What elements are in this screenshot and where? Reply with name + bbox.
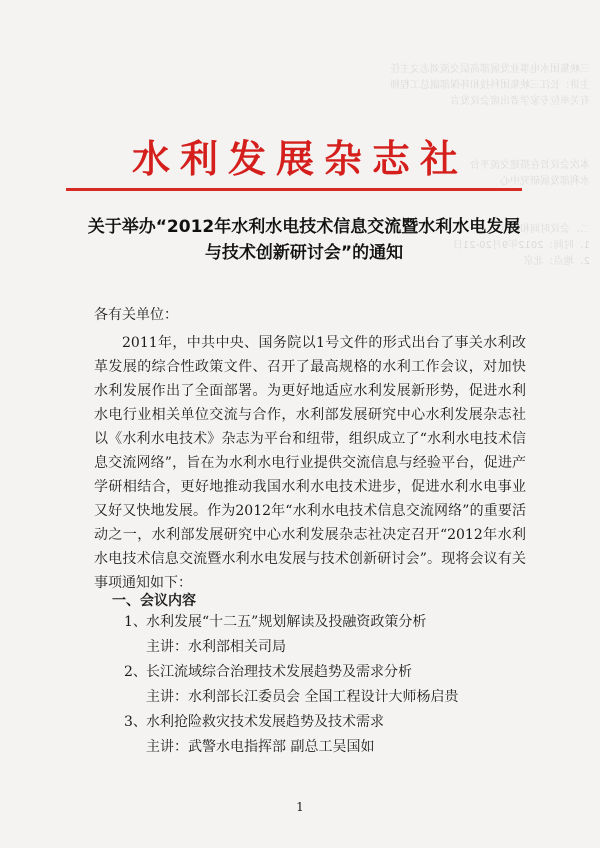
agenda-item [124,660,544,710]
agenda-number: 3、 [124,714,147,730]
agenda-number: 1、 [124,614,147,630]
agenda-topic [124,660,544,685]
notice-body [94,331,526,595]
agenda-topic-text: 长江流域综合治理技术发展趋势及需求分析 [146,664,412,680]
notice-title: 关于举办“2012年水利水电技术信息交流暨水利水电发展与技术创新研讨会”的通知 [87,217,521,263]
bleed-through-line: 水利部发展研究中心 [500,176,590,187]
agenda-item [124,610,544,660]
agenda-list [124,610,544,760]
body-paragraph: 2011年，中共中央、国务院以1号文件的形式出台了事关水利改革发展的综合性政策文件、召开了最高规格的水利工作会议，对加快水利发展作出了全面部署。为更好地适应水利发展新形势，促进水利水电行业相关单位交流与合作，水利部发展研究中心水利发展杂志社以《水利水电技术》杂志为平台和纽带，组织成立了“水利水电技术信息交流网络”，旨在为水利水电行业提供交流信息与经验平台，促进产学研相结合，更好地推动我国水利水电技术进步，促进水利水电事业又好又快地发展。作为2012年“水利水电技术信息交流网络”的重要活动之一，水利部发展研究中心水利发展杂志社决定召开“2012年水利水电技术信息交流暨水利水电发展与技术创新研讨会”。现将会议有关事项通知如下： [94,335,526,591]
agenda-topic-text: 水利发展“十二五”规划解读及投融资政策分析 [146,614,427,630]
agenda-speaker: 主讲：水利部相关司局 [146,639,286,655]
salutation: 各有关单位： [94,307,178,323]
page-number: 1 [296,800,304,814]
bleed-through-line: 1、时间：2012年9月20-21日 [452,240,590,251]
agenda-topic [124,710,544,735]
section-heading: 一、会议内容 [112,593,196,609]
agenda-topic [124,610,544,635]
bleed-through-line: 三峡集团水电事业发展部高层交流刘志文主任 [390,64,590,75]
masthead-red-rule [66,188,522,191]
agenda-item [124,710,544,760]
bleed-through-line: 有关单位专家学者出席会议发言 [450,96,590,107]
bleed-through-line: 二、会议时间和地点 [500,224,590,235]
agenda-speaker: 主讲：武警水电指挥部 副总工吴国如 [146,739,375,755]
agenda-speaker: 主讲：水利部长江委员会 全国工程设计大师杨启贵 [146,689,459,705]
bleed-through-line: 本次会议旨在搭建交流平台 [470,160,590,171]
agenda-number: 2、 [124,664,147,680]
masthead: 水利发展杂志社 [131,137,468,181]
agenda-topic-text: 水利抢险救灾技术发展趋势及技术需求 [146,714,384,730]
bleed-through-line: 主讲：长江三峡集团科技和环保部副总工程师 [390,80,590,91]
bleed-through-line: 2、地点：北京 [523,256,590,267]
